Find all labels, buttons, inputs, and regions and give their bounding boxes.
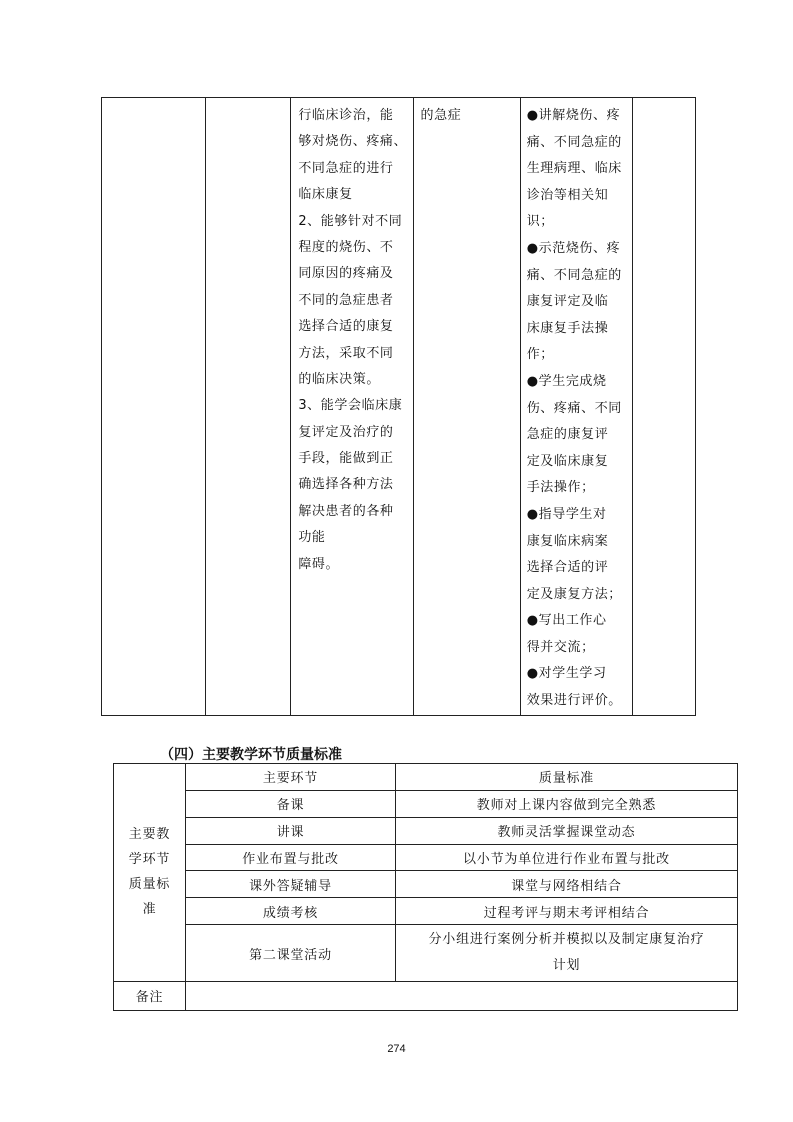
side-label-line: 准 <box>142 902 157 918</box>
standard-cell <box>396 925 738 982</box>
text-line: 确选择各种方法 <box>298 477 394 493</box>
text-line: ●指导学生对 <box>526 506 607 522</box>
table-cell-empty <box>632 98 695 716</box>
side-label-line: 主要教 <box>128 827 171 843</box>
text-line: 急症的康复评 <box>526 427 609 443</box>
text-line: 伤、疼痛、不同 <box>526 400 622 416</box>
text-line: 诊治等相关知 <box>526 187 609 203</box>
link-cell: 作业布置与批改 <box>186 844 396 871</box>
table-row <box>114 871 738 898</box>
standard-line: 分小组进行案例分析并模拟以及制定康复治疗 <box>428 932 705 948</box>
teaching-activities-text <box>521 98 632 715</box>
page-number: 274 <box>387 1043 406 1055</box>
text-line: ●学生完成烧 <box>526 373 607 389</box>
side-label <box>118 822 181 922</box>
content-text <box>414 98 520 129</box>
text-line: 效果进行评价。 <box>526 693 622 709</box>
ability-objectives-cell <box>291 98 413 716</box>
text-line: 不同的急症患者 <box>298 292 394 308</box>
header-link: 主要环节 <box>186 764 396 791</box>
text-line: ●写出工作心 <box>526 613 607 629</box>
text-line: ●示范烧伤、疼 <box>526 240 621 256</box>
standard-line: 计划 <box>552 958 581 974</box>
text-line: 康复评定及临 <box>526 294 609 310</box>
link-cell: 备课 <box>186 790 396 817</box>
header-standard: 质量标准 <box>396 764 738 791</box>
link-cell: 课外答疑辅导 <box>186 871 396 898</box>
link-cell: 讲课 <box>186 817 396 844</box>
section-title: （四）主要教学环节质量标准 <box>160 747 342 763</box>
side-label-line: 学环节 <box>128 852 171 868</box>
text-line: 解决患者的各种 <box>298 503 394 519</box>
notes-value <box>186 981 738 1010</box>
table-header-row <box>114 764 738 791</box>
standard-cell: 课堂与网络相结合 <box>396 871 738 898</box>
table-row <box>102 98 696 716</box>
standard-cell: 过程考评与期末考评相结合 <box>396 898 738 925</box>
text-line: 选择合适的康复 <box>298 319 394 335</box>
link-cell: 成绩考核 <box>186 898 396 925</box>
text-line: ●讲解烧伤、疼 <box>526 108 621 123</box>
text-line: 行临床诊治，能 <box>298 108 394 123</box>
text-line: 功能 <box>298 530 326 546</box>
standard-two-line <box>400 927 733 979</box>
text-line: 作； <box>526 347 554 363</box>
side-label-cell <box>114 764 186 982</box>
text-line: 同原因的疼痛及 <box>298 266 394 282</box>
content-cell <box>413 98 520 716</box>
teaching-activities-cell <box>520 98 632 716</box>
text-line: 3、能学会临床康 <box>298 398 403 414</box>
notes-label: 备注 <box>114 981 186 1010</box>
link-cell: 第二课堂活动 <box>186 925 396 982</box>
table-cell-empty <box>206 98 291 716</box>
table-row <box>114 817 738 844</box>
text-line: 痛、不同急症的 <box>526 134 622 150</box>
table-row <box>114 790 738 817</box>
table-row <box>114 925 738 982</box>
text-line: 痛、不同急症的 <box>526 267 622 283</box>
text-line: 够对烧伤、疼痛、 <box>298 134 408 150</box>
standard-cell: 教师灵活掌握课堂动态 <box>396 817 738 844</box>
text-line: 不同急症的进行 <box>298 160 394 176</box>
text-line: 生理病理、临床 <box>526 161 622 177</box>
text-line: 2、能够针对不同 <box>298 213 403 229</box>
text-line: 的临床决策。 <box>298 371 380 387</box>
table-row <box>114 898 738 925</box>
text-line: 的急症 <box>420 108 462 123</box>
text-line: 康复临床病案 <box>526 533 609 549</box>
curriculum-table-continued <box>101 97 696 716</box>
side-label-line: 质量标 <box>128 877 171 893</box>
text-line: 程度的烧伤、不 <box>298 239 394 255</box>
text-line: 复评定及治疗的 <box>298 424 394 440</box>
text-line: 方法，采取不同 <box>298 345 394 361</box>
text-line: 识； <box>526 214 554 230</box>
text-line: 手法操作； <box>526 480 595 496</box>
ability-objectives-text <box>291 98 412 578</box>
text-line: 定及临床康复 <box>526 453 609 469</box>
text-line: ●对学生学习 <box>526 666 607 682</box>
standard-cell: 以小节为单位进行作业布置与批改 <box>396 844 738 871</box>
text-line: 临床康复 <box>298 187 353 203</box>
text-line: 障碍。 <box>298 556 340 572</box>
text-line: 床康复手法操 <box>526 320 609 336</box>
text-line: 定及康复方法； <box>526 586 622 602</box>
text-line: 选择合适的评 <box>526 560 609 576</box>
table-cell-empty <box>102 98 206 716</box>
notes-row <box>114 981 738 1010</box>
quality-standard-table <box>113 763 738 1011</box>
text-line: 手段，能做到正 <box>298 451 394 467</box>
standard-cell: 教师对上课内容做到完全熟悉 <box>396 790 738 817</box>
text-line: 得并交流； <box>526 639 595 655</box>
table-row <box>114 844 738 871</box>
